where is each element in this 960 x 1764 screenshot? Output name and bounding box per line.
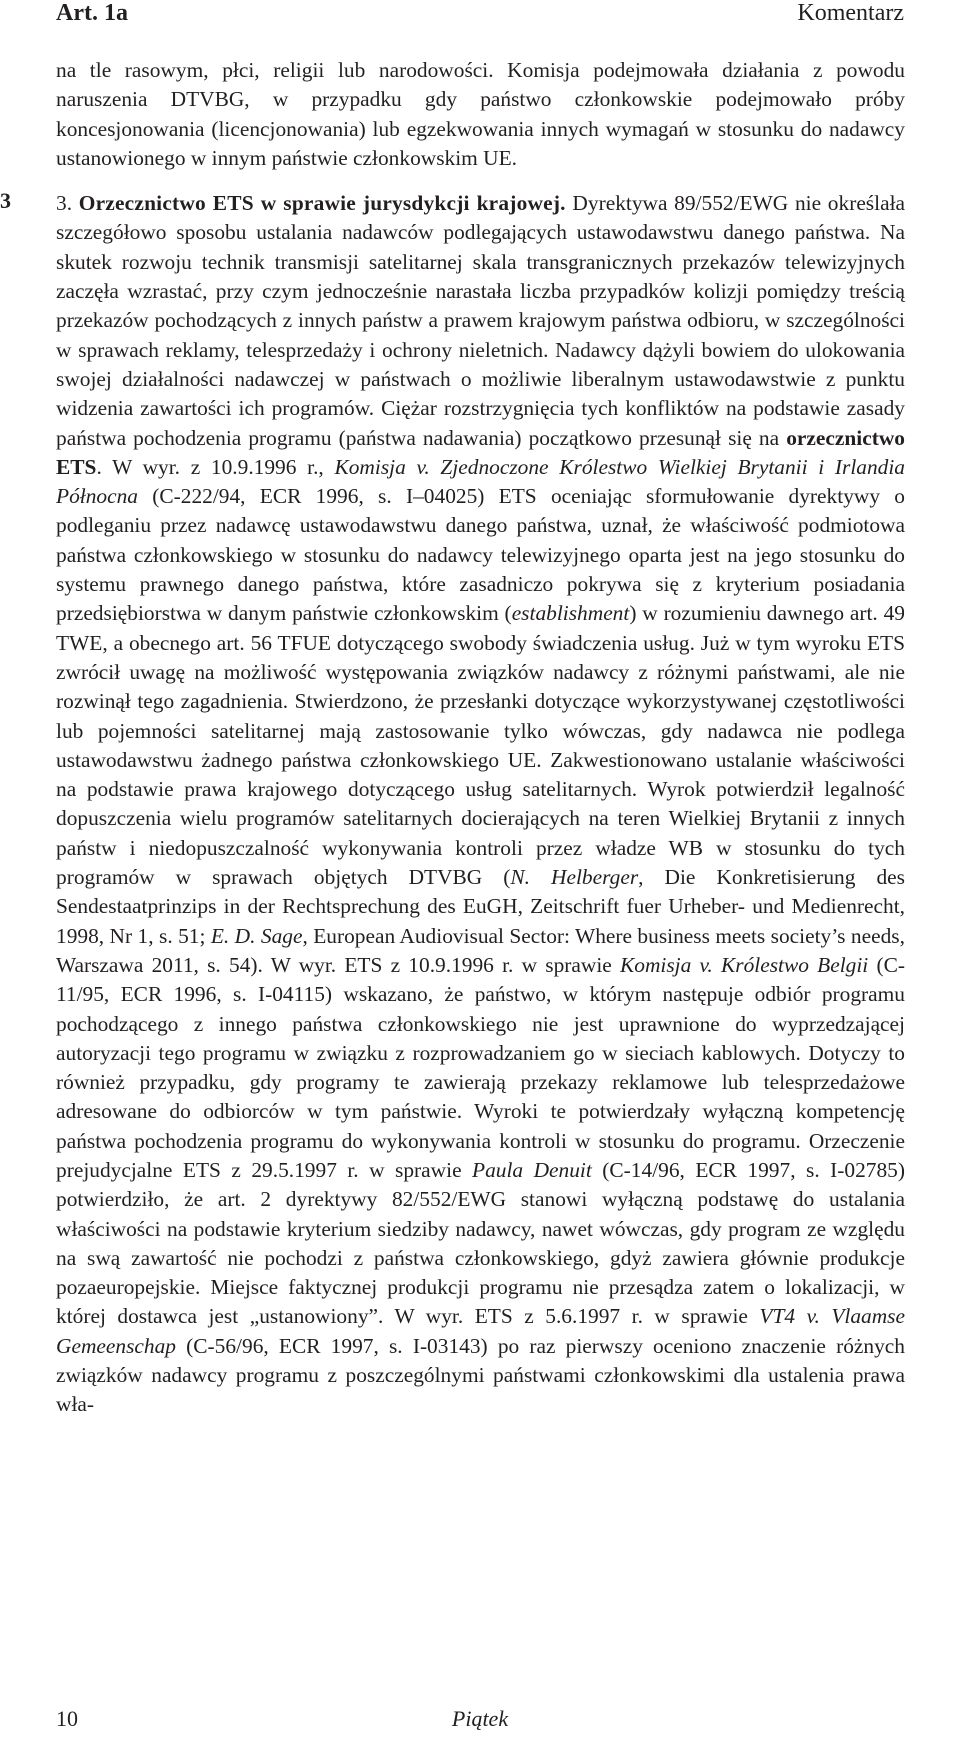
text-segment: , European Audiovisual Sector: Where business meets society’s needs, Warszawa 2011, s. 54). W wyr. ETS z 10.9.1996 r. w sprawie <box>56 923 905 977</box>
text-segment: (C-56/96, ECR 1997, s. I-03143) po raz pierwszy oceniono znaczenie różnych związków nadawcy programu z poszczególnymi państwami członkowskimi dla ustalenia prawa wła- <box>56 1333 905 1417</box>
italic-citation: establishment <box>511 601 630 626</box>
italic-citation: N. Helberger <box>510 865 639 890</box>
text-segment: , Die Konkretisierung des Sendestaatprinzips in der Rechtsprechung des EuGH, Zeitschrift fuer Urheber- und Medienrecht, 1998, Nr 1, s. 51; <box>56 865 905 948</box>
bold-term: orzecznictwo ETS <box>56 425 905 479</box>
italic-citation: E. D. Sage <box>210 923 303 948</box>
page-number: 10 <box>56 1706 78 1731</box>
text-segment: (C-11/95, ECR 1996, s. I-04115) wskazano, że państwo, w którym następuje odbiór programu pochodzącego z innego państwa członkowskiego nie jest uprawnione do wyprzedzającej autoryzacji tego programu w związku z rozprowadzaniem go w sieciach kablowych. Dotyczy to również przypadku, gdy programy te zawierają przekazy reklamowe lub telesprzedażowe adresowane do odbiorców w tym państwie. Wyroki te potwierdzały wyłączną kompetencję państwa pochodzenia programu do wykonywania kontroli w stosunku do programu. Orzeczenie prejudycjalne ETS z 29.5.1997 r. w sprawie <box>56 952 905 1182</box>
italic-citation: Paula Denuit <box>472 1157 592 1182</box>
running-header <box>56 0 904 30</box>
article-label: Art. 1a <box>56 0 128 26</box>
page-body <box>56 56 905 1420</box>
footer-author: Piątek <box>451 1706 509 1731</box>
section-heading: Orzecznictwo ETS w sprawie jurysdykcji krajowej. <box>78 191 566 216</box>
text-segment: (C-222/94, ECR 1996, s. I–04025) ETS oceniając sformułowanie dyrektywy o podleganiu przez nadawcę ustawodawstwu danego państwa, uznał, że właściwość podmiotowa państwa członkowskiego w stosunku do nadawcy telewizyjnego oparta jest na jego stosunku do systemu prawnego danego państwa, które zasadniczo pokrywa się z kryterium posiadania przedsiębiorstwa w danym państwie członkowskim ( <box>56 484 905 626</box>
italic-citation: Komisja v. Zjednoczone Królestwo Wielkiej Brytanii i Irlandia Północna <box>56 454 905 509</box>
text-segment: ) w rozumieniu dawnego art. 49 TWE, a obecnego art. 56 TFUE dotyczącego swobody świadczenia usług. Już w tym wyroku ETS zwrócił uwagę na możliwość występowania związków nadawcy z różnymi państwami, ale nie rozwinął tego zagadnienia. Stwierdzono, że przesłanki dotyczące wykorzystywanej częstotliwości lub pojemności satelitarnej mają zastosowanie tylko wówczas, gdy nadawca nie podlega ustawodawstwu żadnego państwa członkowskiego UE. Zakwestionowano ustalanie właściwości na podstawie prawa krajowego dotyczącego usług satelitarnych. Wyrok potwierdził legalność dopuszczenia wielu programów satelitarnych docierających na teren Wielkiej Brytanii z innych państw i niedopuszczalność wykonywania kontroli przez władze WB w stosunku do tych programów w sprawach objętych DTVBG ( <box>56 601 905 890</box>
paragraph-1 <box>56 56 905 173</box>
italic-citation: VT4 v. Vlaamse Gemeenschap <box>56 1304 905 1358</box>
margin-number: 3 <box>0 188 11 213</box>
text-segment: . W wyr. z 10.9.1996 r., <box>96 454 335 479</box>
italic-citation: Komisja v. Królestwo Belgii <box>620 952 869 977</box>
text-segment: na tle rasowym, płci, religii lub narodowości. Komisja podejmowała działania z powodu naruszenia DTVBG, w przypadku gdy państwo członkowskie podejmowało próby koncesjonowania (licencjonowania) lub egzekwowania innych wymagań w stosunku do nadawcy ustanowionego w innym państwie członkowskim UE. <box>56 58 905 170</box>
section-label: Komentarz <box>797 0 904 26</box>
paragraph-2 <box>56 189 905 1419</box>
text-segment: Dyrektywa 89/552/EWG nie określała szczegółowo sposobu ustalania nadawców podlegających ustawodawstwu danego państwa. Na skutek rozwoju technik transmisji satelitarnej skala transgranicznych przekazów telewizyjnych zaczęła wzrastać, przy czym jednocześnie narastała liczba przypadków kolizji pomiędzy treścią przekazów pochodzących z innych państw a prawem krajowym państwa odbioru, w szczególności w sprawach reklamy, telesprzedaży i ochrony nieletnich. Nadawcy dążyli bowiem do ulokowania swojej działalności nadawczej w państwach o możliwie liberalnym ustawodawstwie z punktu widzenia zawartości ich programów. Ciężar rozstrzygnięcia tych konfliktów na podstawie zasady państwa pochodzenia programu (państwa nadawania) początkowo przesunął się na <box>56 191 906 450</box>
text-segment: (C-14/96, ECR 1997, s. I-02785) potwierdziło, że art. 2 dyrektywy 82/552/EWG stanowi wyłączną podstawę do ustalania właściwości na podstawie kryterium siedziby nadawcy, nawet wówczas, gdy program ze względu na swą zawartość nie pochodzi z państwa członkowskiego, gdyż zawiera głównie produkcje pozaeuropejskie. Miejsce faktycznej produkcji programu nie przesądza zatem o lokalizacji, w której dostawca jest „ustanowiony”. W wyr. ETS z 5.6.1997 r. w sprawie <box>56 1157 906 1329</box>
page-footer <box>56 1706 904 1738</box>
text-segment: 3. <box>56 191 79 216</box>
